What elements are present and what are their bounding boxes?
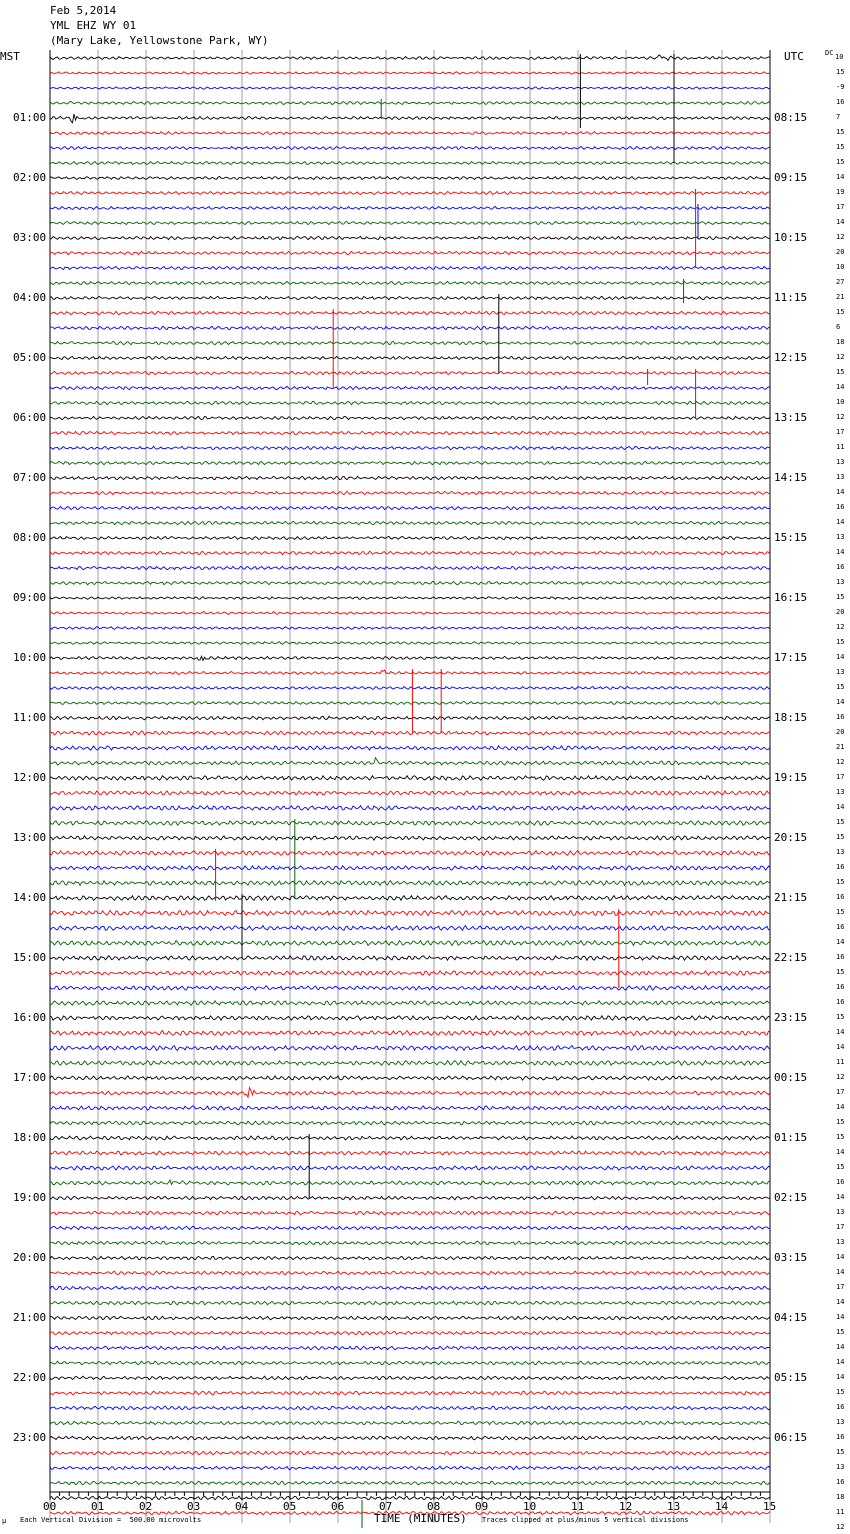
- x-tick-label: 11: [571, 1500, 585, 1513]
- right-time-label: 11:15: [774, 291, 808, 304]
- dc-offset-label: 14: [836, 1373, 845, 1381]
- left-time-label: 13:00: [13, 831, 47, 844]
- dc-offset-label: 17: [836, 428, 845, 436]
- dc-offset-label: 13: [836, 668, 845, 676]
- dc-offset-label: 16: [836, 98, 845, 106]
- seismic-trace: [50, 1196, 770, 1200]
- x-tick-label: 09: [475, 1500, 489, 1513]
- seismic-trace: [50, 341, 770, 344]
- seismic-trace: [50, 506, 770, 509]
- seismic-trace: [50, 851, 770, 856]
- station-code: YML EHZ WY 01: [50, 19, 137, 32]
- seismic-trace: [50, 1166, 770, 1170]
- dc-offset-label: 21: [836, 293, 845, 301]
- left-time-label: 15:00: [13, 951, 47, 964]
- seismic-trace: [50, 221, 770, 224]
- left-time-label: 06:00: [13, 411, 47, 424]
- seismic-trace: [50, 356, 770, 359]
- seismic-trace: [50, 461, 770, 464]
- dc-offset-label: 13: [836, 848, 845, 856]
- left-time-label: 07:00: [13, 471, 47, 484]
- dc-offset-label: 17: [836, 1283, 845, 1291]
- dc-offset-label: 13: [836, 1418, 845, 1426]
- dc-offset-label: 20: [836, 608, 845, 616]
- dc-offset-label: 13: [836, 578, 845, 586]
- seismic-trace: [50, 1151, 770, 1155]
- seismic-trace: [50, 791, 770, 795]
- left-time-label: 02:00: [13, 171, 47, 184]
- seismic-trace: [50, 311, 770, 314]
- seismic-trace: [50, 296, 770, 299]
- dc-offset-label: 10: [836, 398, 845, 406]
- seismic-trace: [50, 1256, 770, 1260]
- right-time-label: 06:15: [774, 1431, 808, 1444]
- left-time-label: 01:00: [13, 111, 47, 124]
- seismic-trace: [50, 896, 770, 901]
- dc-offset-label: 13: [836, 788, 845, 796]
- dc-offset-label: 20: [836, 728, 845, 736]
- seismic-trace: [50, 401, 770, 404]
- seismic-trace: [50, 1180, 770, 1185]
- dc-offset-label: 16: [836, 863, 845, 871]
- seismic-trace: [50, 521, 770, 524]
- seismic-trace: [50, 806, 770, 811]
- seismic-trace: [50, 1088, 770, 1098]
- seismic-trace: [50, 1376, 770, 1380]
- right-time-label: 16:15: [774, 591, 808, 604]
- seismic-trace: [50, 326, 770, 329]
- x-tick-label: 03: [187, 1500, 201, 1513]
- dc-offset-label: 16: [836, 953, 845, 961]
- dc-offset-label: 15: [836, 158, 845, 166]
- right-time-label: 17:15: [774, 651, 808, 664]
- dc-offset-label: 15: [836, 818, 845, 826]
- seismic-trace: [50, 716, 770, 720]
- right-time-label: 19:15: [774, 771, 808, 784]
- seismic-trace: [50, 491, 770, 494]
- dc-offset-label: 14: [836, 173, 845, 181]
- x-tick-label: 04: [235, 1500, 249, 1513]
- dc-offset-label: 14: [836, 1268, 845, 1276]
- dc-offset-label: 13: [836, 1208, 845, 1216]
- seismic-trace: [50, 1211, 770, 1215]
- x-tick-label: 10: [523, 1500, 537, 1513]
- left-time-label: 23:00: [13, 1431, 47, 1444]
- dc-offset-label: -9: [836, 83, 845, 91]
- seismic-trace: [50, 146, 770, 149]
- seismic-trace: [50, 72, 770, 74]
- dc-offset-top: 10: [835, 53, 844, 61]
- dc-offset-label: 16: [836, 1178, 845, 1186]
- dc-offset-label: 12: [836, 413, 845, 421]
- seismic-trace: [50, 101, 770, 104]
- x-tick-label: 06: [331, 1500, 345, 1513]
- seismic-trace: [50, 881, 770, 886]
- seismic-trace: [50, 746, 770, 750]
- dc-offset-label: 15: [836, 683, 845, 691]
- dc-offset-label: 16: [836, 923, 845, 931]
- x-tick-label: 12: [619, 1500, 633, 1513]
- seismic-trace: [50, 1001, 770, 1006]
- dc-offset-label: 11: [836, 1508, 845, 1516]
- left-time-label: 18:00: [13, 1131, 47, 1144]
- dc-offset-label: 14: [836, 1193, 845, 1201]
- dc-offset-label: 14: [836, 518, 845, 526]
- seismic-trace: [50, 416, 770, 419]
- dc-offset-label: 13: [836, 533, 845, 541]
- seismic-trace: [50, 1496, 770, 1500]
- dc-offset-label: 12: [836, 1073, 845, 1081]
- chart-title-date: Feb 5,2014: [50, 4, 117, 17]
- dc-offset-label: 14: [836, 698, 845, 706]
- x-tick-label: 02: [139, 1500, 153, 1513]
- right-time-label: 01:15: [774, 1131, 808, 1144]
- seismic-trace: [50, 162, 770, 165]
- dc-offset-label: 6: [836, 323, 841, 331]
- seismic-trace: [50, 656, 770, 660]
- dc-offset-label: 14: [836, 653, 845, 661]
- seismic-trace: [50, 1451, 770, 1455]
- dc-offset-label: 15: [836, 1013, 845, 1021]
- seismic-trace: [50, 670, 770, 675]
- left-time-label: 22:00: [13, 1371, 47, 1384]
- dc-offset-label: 27: [836, 278, 845, 286]
- left-time-label: 05:00: [13, 351, 47, 364]
- dc-offset-label: 15: [836, 593, 845, 601]
- vertical-division-note: Each Vertical Division = 500.00 microvolts: [20, 1516, 202, 1524]
- dc-offset-label: 15: [836, 1163, 845, 1171]
- dc-offset-label: 15: [836, 908, 845, 916]
- dc-offset-label: 14: [836, 218, 845, 226]
- clipping-note: Traces clipped at plus/minus 5 vertical divisions: [482, 1516, 689, 1524]
- dc-offset-label: 12: [836, 623, 845, 631]
- seismic-trace: [50, 758, 770, 765]
- seismic-trace: [50, 236, 770, 239]
- dc-offset-label: 17: [836, 1088, 845, 1096]
- right-time-label: 14:15: [774, 471, 808, 484]
- seismic-trace: [50, 131, 770, 134]
- right-time-label: 21:15: [774, 891, 808, 904]
- dc-offset-label: 13: [836, 458, 845, 466]
- dc-offset-label: 14: [836, 383, 845, 391]
- right-time-label: 15:15: [774, 531, 808, 544]
- x-axis-label: TIME (MINUTES): [374, 1512, 467, 1525]
- seismic-trace: [50, 87, 770, 89]
- seismic-trace: [50, 956, 770, 961]
- dc-offset-label: 14: [836, 488, 845, 496]
- seismic-trace: [50, 581, 770, 584]
- dc-offset-label: 16: [836, 1403, 845, 1411]
- seismic-trace: [50, 536, 770, 539]
- seismic-trace: [50, 1421, 770, 1425]
- right-time-label: 13:15: [774, 411, 808, 424]
- dc-offset-label: 14: [836, 1103, 845, 1111]
- right-time-label: 03:15: [774, 1251, 808, 1264]
- seismic-trace: [50, 1466, 770, 1470]
- seismic-trace: [50, 1391, 770, 1395]
- seismic-trace: [50, 1061, 770, 1066]
- x-tick-label: 00: [43, 1500, 57, 1513]
- dc-offset-label: 14: [836, 1343, 845, 1351]
- dc-offset-label: 17: [836, 773, 845, 781]
- seismic-trace: [50, 1361, 770, 1365]
- dc-offset-label: 12: [836, 353, 845, 361]
- right-timezone-label: UTC: [784, 50, 804, 63]
- seismic-trace: [50, 1136, 770, 1140]
- seismic-trace: [50, 1286, 770, 1290]
- seismic-trace: [50, 910, 770, 915]
- left-time-label: 20:00: [13, 1251, 47, 1264]
- dc-offset-label: 16: [836, 1433, 845, 1441]
- dc-offset-label: 15: [836, 1118, 845, 1126]
- seismic-trace: [50, 1406, 770, 1410]
- dc-offset-label: 14: [836, 938, 845, 946]
- dc-offset-label: 16: [836, 503, 845, 511]
- seismic-trace: [50, 114, 770, 123]
- seismic-trace: [50, 446, 770, 449]
- seismic-trace: [50, 1301, 770, 1305]
- dc-offset-label: 11: [836, 1058, 845, 1066]
- right-time-label: 02:15: [774, 1191, 808, 1204]
- left-time-label: 03:00: [13, 231, 47, 244]
- x-tick-label: 13: [667, 1500, 681, 1513]
- dc-offset-label: 14: [836, 803, 845, 811]
- dc-offset-label: 13: [836, 1463, 845, 1471]
- dc-offset-label: 14: [836, 1313, 845, 1321]
- dc-offset-label: 16: [836, 998, 845, 1006]
- right-time-label: 05:15: [774, 1371, 808, 1384]
- left-time-label: 16:00: [13, 1011, 47, 1024]
- dc-offset-label: 14: [836, 1028, 845, 1036]
- units-corner-mark: μ: [2, 1517, 7, 1525]
- x-tick-label: 14: [715, 1500, 729, 1513]
- seismic-trace: [50, 1436, 770, 1440]
- x-tick-label: 05: [283, 1500, 297, 1513]
- right-time-label: 22:15: [774, 951, 808, 964]
- dc-offset-label: 12: [836, 233, 845, 241]
- seismic-trace: [50, 597, 770, 600]
- dc-offset-label: 17: [836, 1223, 845, 1231]
- dc-offset-label: 12: [836, 758, 845, 766]
- dc-offset-label: 14: [836, 548, 845, 556]
- left-time-label: 10:00: [13, 651, 47, 664]
- seismic-trace: [50, 207, 770, 210]
- dc-offset-label: 15: [836, 833, 845, 841]
- seismic-trace: [50, 281, 770, 284]
- dc-offset-label: 15: [836, 638, 845, 646]
- dc-offset-label: 20: [836, 248, 845, 256]
- seismic-trace: [50, 1481, 770, 1485]
- dc-offset-label: 15: [836, 1328, 845, 1336]
- dc-offset-label: 7: [836, 113, 841, 121]
- left-time-label: 21:00: [13, 1311, 47, 1324]
- x-tick-label: 07: [379, 1500, 393, 1513]
- dc-offset-label: 13: [836, 473, 845, 481]
- dc-offset-label: 10: [836, 263, 845, 271]
- seismic-trace: [50, 1106, 770, 1110]
- seismic-trace: [50, 986, 770, 990]
- seismic-trace: [50, 836, 770, 840]
- dc-offset-label: 11: [836, 443, 845, 451]
- seismic-trace: [50, 612, 770, 615]
- seismic-trace: [50, 686, 770, 689]
- dc-offset-label: 15: [836, 1388, 845, 1396]
- seismic-trace: [50, 1346, 770, 1350]
- right-time-label: 04:15: [774, 1311, 808, 1324]
- dc-offset-label: 17: [836, 203, 845, 211]
- right-time-label: 10:15: [774, 231, 808, 244]
- dc-offset-label: 12: [836, 1523, 845, 1531]
- seismic-trace: [50, 55, 770, 61]
- dc-offset-label: 21: [836, 743, 845, 751]
- dc-offset-label: 15: [836, 68, 845, 76]
- right-time-label: 20:15: [774, 831, 808, 844]
- seismic-trace: [50, 1226, 770, 1230]
- seismic-trace: [50, 371, 770, 374]
- dc-offset-label: 14: [836, 1148, 845, 1156]
- seismic-trace: [50, 1121, 770, 1125]
- station-location: (Mary Lake, Yellowstone Park, WY): [50, 34, 269, 47]
- dc-offset-label: 16: [836, 983, 845, 991]
- dc-offset-label: 18: [836, 1493, 845, 1501]
- seismic-trace: [50, 731, 770, 735]
- seismic-trace: [50, 1076, 770, 1080]
- left-time-label: 09:00: [13, 591, 47, 604]
- seismic-trace: [50, 1271, 770, 1275]
- right-time-label: 09:15: [774, 171, 808, 184]
- dc-offset-label: 15: [836, 878, 845, 886]
- seismic-trace: [50, 1031, 770, 1036]
- seismic-trace: [50, 566, 770, 569]
- seismic-trace: [50, 926, 770, 931]
- seismic-trace: [50, 476, 770, 479]
- dc-offset-label: 15: [836, 368, 845, 376]
- right-time-label: 08:15: [774, 111, 808, 124]
- left-time-label: 04:00: [13, 291, 47, 304]
- x-tick-label: 08: [427, 1500, 441, 1513]
- seismic-trace: [50, 1016, 770, 1021]
- seismic-trace: [50, 776, 770, 780]
- dc-offset-label: 14: [836, 1358, 845, 1366]
- dc-offset-label: 16: [836, 1478, 845, 1486]
- seismic-trace: [50, 627, 770, 630]
- x-tick-label: 15: [763, 1500, 777, 1513]
- seismic-trace: [50, 941, 770, 946]
- left-time-label: 11:00: [13, 711, 47, 724]
- dc-offset-label: 16: [836, 713, 845, 721]
- left-time-label: 08:00: [13, 531, 47, 544]
- right-time-label: 12:15: [774, 351, 808, 364]
- seismic-trace: [50, 1241, 770, 1245]
- left-time-label: 14:00: [13, 891, 47, 904]
- dc-offset-label: 15: [836, 128, 845, 136]
- seismic-trace: [50, 431, 770, 434]
- seismic-trace: [50, 701, 770, 704]
- right-time-label: 00:15: [774, 1071, 808, 1084]
- dc-offset-label: 14: [836, 1253, 845, 1261]
- dc-offset-label: 14: [836, 1043, 845, 1051]
- dc-offset-label: 16: [836, 563, 845, 571]
- seismic-trace: [50, 191, 770, 194]
- left-time-label: 12:00: [13, 771, 47, 784]
- dc-offset-label: 15: [836, 1133, 845, 1141]
- seismic-trace: [50, 251, 770, 254]
- dc-offset-label: 15: [836, 1448, 845, 1456]
- seismic-trace: [50, 1331, 770, 1335]
- seismic-trace: [50, 821, 770, 825]
- seismic-trace: [50, 551, 770, 554]
- dc-offset-label: 15: [836, 968, 845, 976]
- dc-offset-label: 14: [836, 1298, 845, 1306]
- right-time-label: 23:15: [774, 1011, 808, 1024]
- seismic-trace: [50, 642, 770, 645]
- seismic-trace: [50, 1046, 770, 1051]
- dc-offset-label: 19: [836, 188, 845, 196]
- seismic-trace: [50, 386, 770, 389]
- left-time-label: 19:00: [13, 1191, 47, 1204]
- seismic-trace: [50, 266, 770, 269]
- seismic-trace: [50, 866, 770, 871]
- dc-offset-label: 15: [836, 143, 845, 151]
- dc-offset-header: DC: [825, 49, 834, 57]
- x-tick-label: 01: [91, 1500, 105, 1513]
- left-timezone-label: MST: [0, 50, 20, 63]
- dc-offset-label: 16: [836, 893, 845, 901]
- seismic-trace: [50, 971, 770, 976]
- dc-offset-label: 18: [836, 338, 845, 346]
- dc-offset-label: 13: [836, 1238, 845, 1246]
- left-time-label: 17:00: [13, 1071, 47, 1084]
- right-time-label: 18:15: [774, 711, 808, 724]
- dc-offset-label: 15: [836, 308, 845, 316]
- seismic-trace: [50, 1316, 770, 1320]
- seismic-trace: [50, 176, 770, 179]
